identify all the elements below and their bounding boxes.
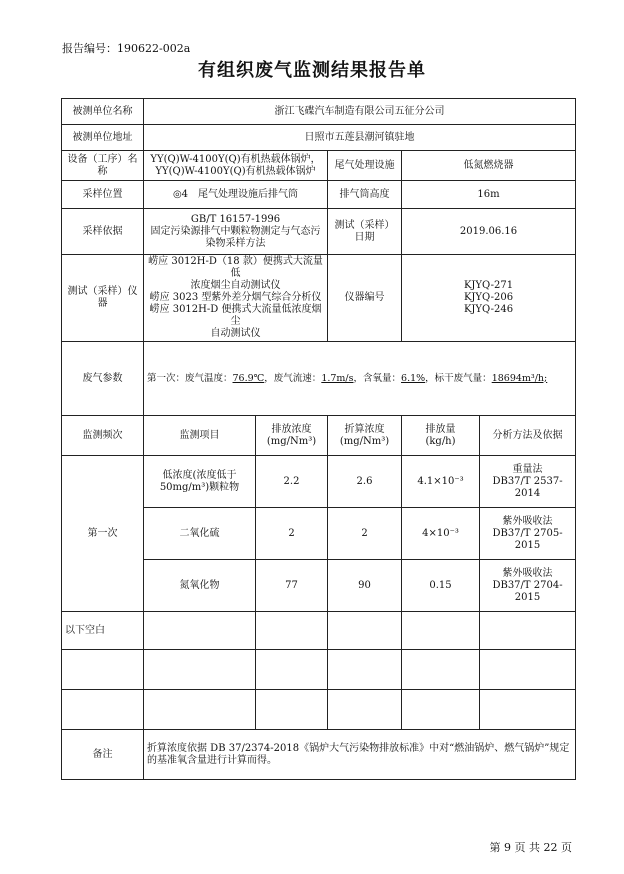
header-emission-rate-title: 排放量 xyxy=(425,423,456,435)
row-3-method xyxy=(480,560,576,612)
row-2-method xyxy=(480,508,576,560)
remarks-label: 备注 xyxy=(62,730,144,780)
header-converted-conc-unit: (mg/Nm³) xyxy=(339,435,390,447)
row-3-rate: 0.15 xyxy=(402,560,480,612)
sampling-basis-line-3: 染物采样方法 xyxy=(205,237,266,249)
unit-address-value: 日照市五莲县潮河镇驻地 xyxy=(144,125,576,151)
equipment-label: 设备（工序）名称 xyxy=(62,151,144,181)
header-converted-conc xyxy=(328,416,402,456)
stack-height-value: 16m xyxy=(402,181,576,209)
stack-height-label: 排气筒高度 xyxy=(328,181,402,209)
row-headers xyxy=(62,416,576,456)
row-3-item: 氮氧化物 xyxy=(144,560,256,612)
exhaust-flow: 18694m³/h; xyxy=(491,372,548,384)
row-2-conv: 2 xyxy=(328,508,402,560)
row-1-method xyxy=(480,456,576,508)
equipment-line-1: YY(Q)W-4100Y(Q)有机热载体锅炉， xyxy=(150,153,321,165)
header-emission-rate-unit: (kg/h) xyxy=(425,435,456,447)
equipment-value xyxy=(144,151,328,181)
row-1-item-line-2: 50mg/m³)颗粒物 xyxy=(159,481,240,493)
sampling-basis-label: 采样依据 xyxy=(62,209,144,255)
instrument-number-3: KJYQ-246 xyxy=(463,304,514,315)
blank-row-label xyxy=(62,612,576,650)
page-title: 有组织废气监测结果报告单 xyxy=(198,60,426,81)
exhaust-oxygen: 6.1% xyxy=(401,372,426,384)
test-date-label: 测试（采样）日期 xyxy=(328,209,402,255)
row-3-conc: 77 xyxy=(256,560,328,612)
row-sampling-basis xyxy=(62,209,576,255)
exhaust-velocity: 1.7m/s xyxy=(321,372,354,384)
header-item: 监测项目 xyxy=(144,416,256,456)
exhaust-sep-3: ，标干废气量： xyxy=(425,372,492,384)
unit-name-label: 被测单位名称 xyxy=(62,99,144,125)
row-1-conc: 2.2 xyxy=(256,456,328,508)
row-unit-name xyxy=(62,99,576,125)
row-exhaust-params xyxy=(62,342,576,416)
row-3-conv: 90 xyxy=(328,560,402,612)
row-1-method-line-1: 重量法 xyxy=(512,463,543,475)
row-instruments xyxy=(62,255,576,342)
header-emission-conc-unit: (mg/Nm³) xyxy=(266,435,317,447)
instrument-line-3: 崂应 3023 型紫外差分烟气综合分析仪 xyxy=(149,292,322,303)
header-converted-conc-title: 折算浓度 xyxy=(344,423,385,435)
equipment-line-2: YY(Q)W-4100Y(Q)有机热载体锅炉 xyxy=(155,165,316,177)
row-3-method-line-1: 紫外吸收法 xyxy=(502,567,553,579)
row-equipment xyxy=(62,151,576,181)
monitoring-report-table xyxy=(61,98,576,780)
row-1-method-line-2: DB37/T 2537-2014 xyxy=(492,475,563,499)
instrument-number-label: 仪器编号 xyxy=(328,255,402,342)
blank-label: 以下空白 xyxy=(62,612,144,650)
row-2-method-line-1: 紫外吸收法 xyxy=(502,515,553,527)
header-emission-conc xyxy=(256,416,328,456)
row-1-item-line-1: 低浓度(浓度低于 xyxy=(162,469,237,481)
report-number: 报告编号：190622-002a xyxy=(62,42,191,55)
row-1-item xyxy=(144,456,256,508)
row-1-conv: 2.6 xyxy=(328,456,402,508)
instrument-line-2: 浓度烟尘自动测试仪 xyxy=(190,280,281,291)
sampling-basis-line-2: 固定污染源排气中颗粒物测定与气态污 xyxy=(150,225,321,237)
row-2-rate: 4×10⁻³ xyxy=(402,508,480,560)
treatment-value: 低氮燃烧器 xyxy=(402,151,576,181)
header-emission-conc-title: 排放浓度 xyxy=(271,423,312,435)
first-measurement-label: 第一次 xyxy=(62,456,144,612)
unit-address-label: 被测单位地址 xyxy=(62,125,144,151)
treatment-label: 尾气处理设施 xyxy=(328,151,402,181)
sampling-position-label: 采样位置 xyxy=(62,181,144,209)
test-date-value: 2019.06.16 xyxy=(402,209,576,255)
blank-row xyxy=(62,650,576,690)
sampling-basis-value xyxy=(144,209,328,255)
exhaust-temperature: 76.9℃ xyxy=(232,372,265,384)
exhaust-params-label: 废气参数 xyxy=(62,342,144,416)
row-2-conc: 2 xyxy=(256,508,328,560)
exhaust-prefix: 第一次：废气温度： xyxy=(147,372,233,384)
header-frequency: 监测频次 xyxy=(62,416,144,456)
instruments-label: 测试（采样）仪器 xyxy=(62,255,144,342)
exhaust-params-value xyxy=(144,342,576,416)
unit-name-value: 浙江飞碟汽车制造有限公司五征分公司 xyxy=(144,99,576,125)
instrument-number-1: KJYQ-271 xyxy=(463,280,514,291)
instrument-numbers xyxy=(402,255,576,342)
instrument-line-5: 自动测试仪 xyxy=(210,328,261,339)
blank-row xyxy=(62,690,576,730)
instruments-value xyxy=(144,255,328,342)
row-remarks xyxy=(62,730,576,780)
page-footer: 第 9 页 共 22 页 xyxy=(489,841,572,854)
remarks-text: 折算浓度依据 DB 37/2374-2018《锅炉大气污染物排放标准》中对“燃油锅炉、燃气锅炉”规定的基准氧含量进行计算而得。 xyxy=(144,730,576,780)
row-2-method-line-2: DB37/T 2705-2015 xyxy=(492,527,563,551)
sampling-position-value: ◎4 尾气处理设施后排气筒 xyxy=(144,181,328,209)
sampling-basis-line-1: GB/T 16157-1996 xyxy=(190,213,281,225)
row-sampling-position xyxy=(62,181,576,209)
row-2-item: 二氧化硫 xyxy=(144,508,256,560)
header-method: 分析方法及依据 xyxy=(480,416,576,456)
row-unit-address xyxy=(62,125,576,151)
exhaust-sep-2: ，含氧量： xyxy=(353,372,402,384)
row-3-method-line-2: DB37/T 2704-2015 xyxy=(492,579,563,603)
table-row xyxy=(62,456,576,508)
row-1-rate: 4.1×10⁻³ xyxy=(402,456,480,508)
header-emission-rate xyxy=(402,416,480,456)
instrument-number-2: KJYQ-206 xyxy=(463,292,514,303)
instrument-line-4: 崂应 3012H-D 便携式大流量低浓度烟尘 xyxy=(149,304,322,327)
exhaust-sep-1: ，废气流速： xyxy=(264,372,322,384)
instrument-line-1: 崂应 3012H-D（18 款）便携式大流量低 xyxy=(148,256,323,279)
